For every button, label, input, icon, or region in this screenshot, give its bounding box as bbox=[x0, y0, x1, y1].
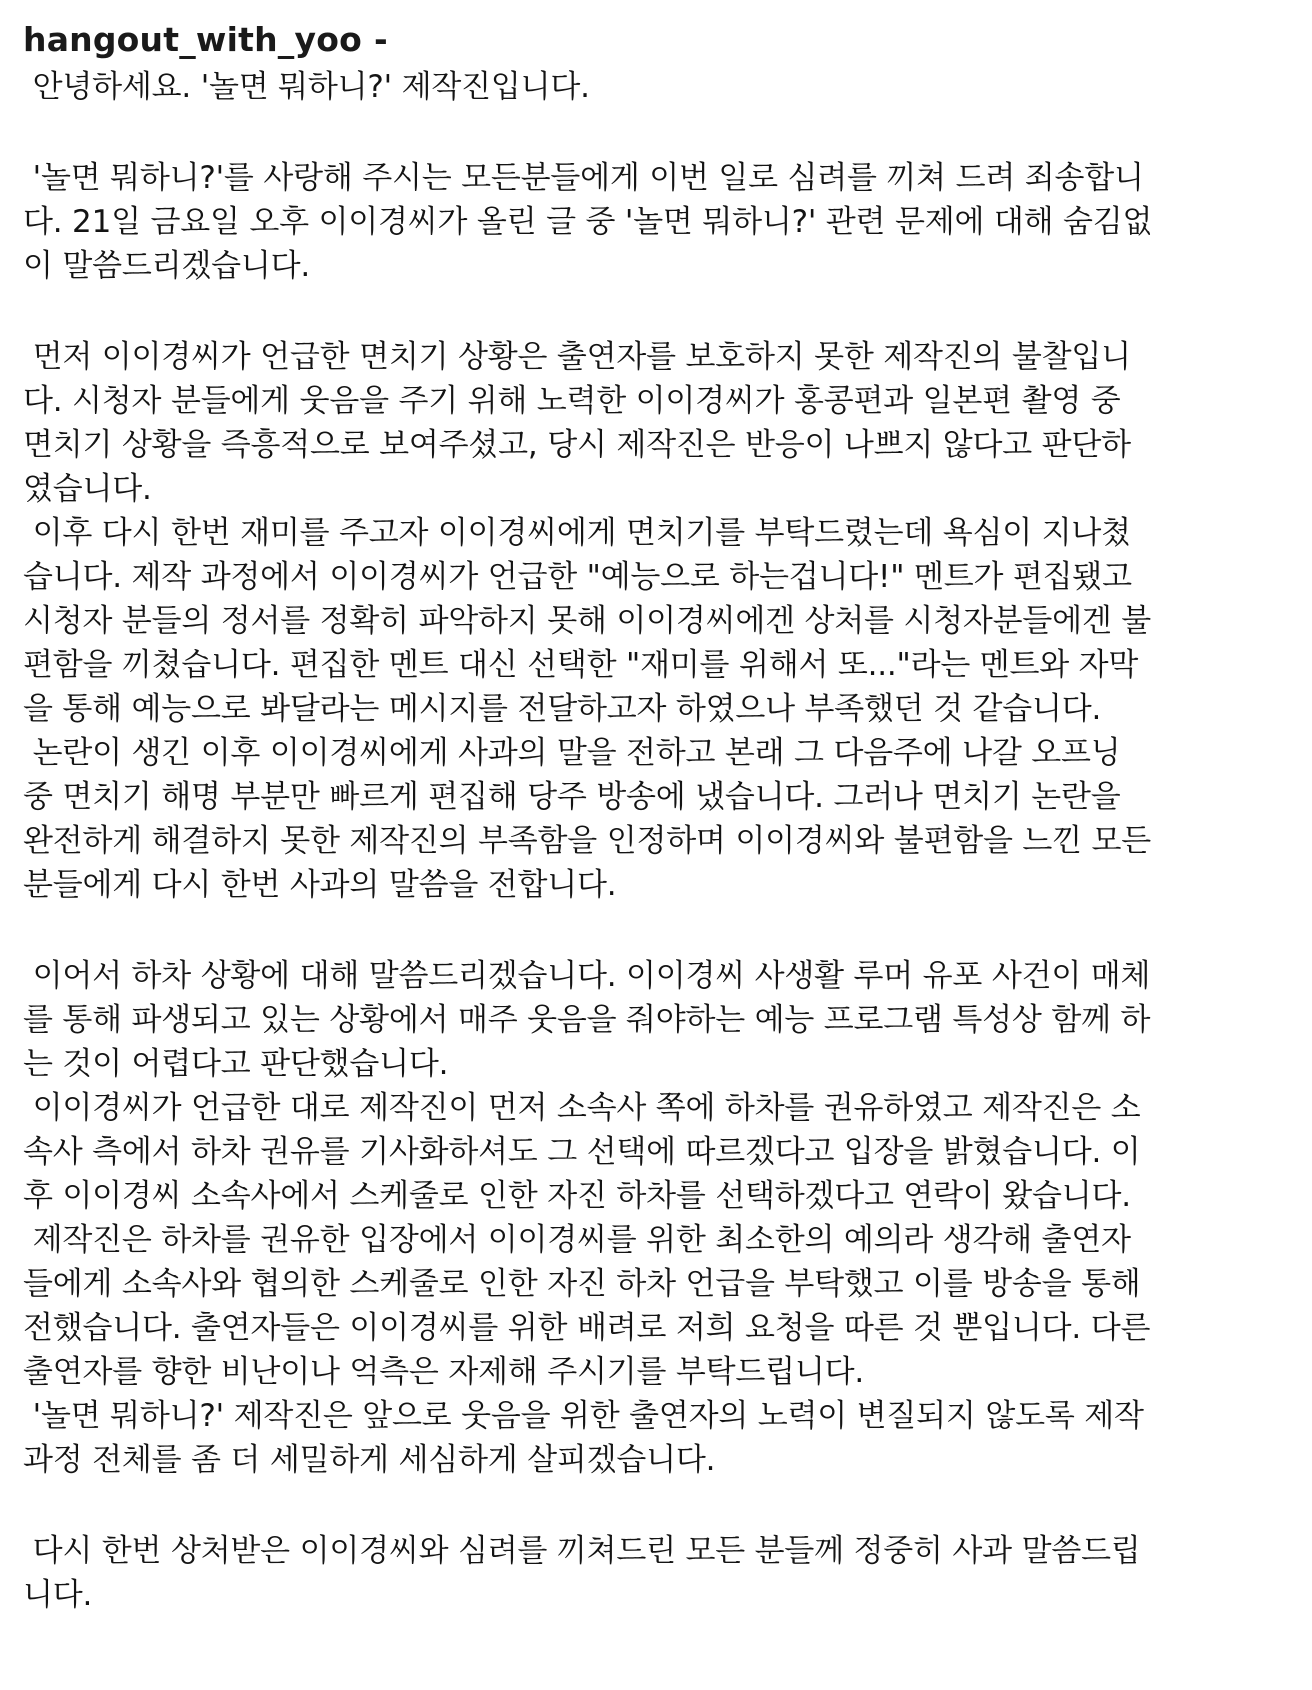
caption-line: 전했습니다. 출연자들은 이이경씨를 위한 배려로 저희 요청을 따른 것 뿐입니다. 다른 bbox=[23, 1310, 1151, 1346]
caption-line: '놀면 뭐하니?'를 사랑해 주시는 모든분들에게 이번 일로 심려를 끼쳐 드려 죄송합니 bbox=[23, 160, 1144, 196]
caption-line: 이후 다시 한번 재미를 주고자 이이경씨에게 면치기를 부탁드렸는데 욕심이 지나쳤 bbox=[23, 515, 1131, 551]
username-separator: - bbox=[373, 19, 388, 59]
caption-line: 다시 한번 상처받은 이이경씨와 심려를 끼쳐드린 모든 분들께 정중히 사과 말씀드립 bbox=[23, 1533, 1141, 1569]
caption-line: 를 통해 파생되고 있는 상황에서 매주 웃음을 줘야하는 예능 프로그램 특성상 함께 하 bbox=[23, 1002, 1151, 1038]
caption-line: 다. 시청자 분들에게 웃음을 주기 위해 노력한 이이경씨가 홍콩편과 일본편 촬영 중 bbox=[23, 383, 1121, 419]
caption-line: 이이경씨가 언급한 대로 제작진이 먼저 소속사 쪽에 하차를 권유하였고 제작진은 소 bbox=[23, 1090, 1141, 1126]
caption-line: 중 면치기 해명 부분만 빠르게 편집해 당주 방송에 냈습니다. 그러나 면치기 논란을 bbox=[23, 779, 1121, 815]
caption-line: 이어서 하차 상황에 대해 말씀드리겠습니다. 이이경씨 사생활 루머 유포 사건이 매체 bbox=[23, 958, 1151, 994]
caption-line: 완전하게 해결하지 못한 제작진의 부족함을 인정하며 이이경씨와 불편함을 느낀 모든 bbox=[23, 823, 1151, 859]
caption-line: 출연자를 향한 비난이나 억측은 자제해 주시기를 부탁드립니다. bbox=[23, 1354, 864, 1390]
username-link[interactable]: hangout_with_yoo bbox=[23, 19, 362, 59]
caption-line: 는 것이 어렵다고 판단했습니다. bbox=[23, 1046, 449, 1082]
caption-line: 들에게 소속사와 협의한 스케줄로 인한 자진 하차 언급을 부탁했고 이를 방송을 통해 bbox=[23, 1266, 1141, 1302]
caption-line: 시청자 분들의 정서를 정확히 파악하지 못해 이이경씨에겐 상처를 시청자분들에겐 불 bbox=[23, 603, 1151, 639]
caption-line: 이 말씀드리겠습니다. bbox=[23, 248, 311, 284]
post-header bbox=[23, 14, 388, 64]
caption-line: '놀면 뭐하니?' 제작진은 앞으로 웃음을 위한 출연자의 노력이 변질되지 않도록 제작 bbox=[23, 1398, 1144, 1434]
caption-line: 안녕하세요. '놀면 뭐하니?' 제작진입니다. bbox=[23, 69, 590, 105]
caption-line: 속사 측에서 하차 권유를 기사화하셔도 그 선택에 따르겠다고 입장을 밝혔습니다. 이 bbox=[23, 1134, 1141, 1170]
caption-line: 을 통해 예능으로 봐달라는 메시지를 전달하고자 하였으나 부족했던 것 같습니다. bbox=[23, 691, 1102, 727]
caption-line: 먼저 이이경씨가 언급한 면치기 상황은 출연자를 보호하지 못한 제작진의 불찰입니 bbox=[23, 339, 1131, 375]
caption-line: 분들에게 다시 한번 사과의 말씀을 전합니다. bbox=[23, 867, 617, 903]
caption-line: 후 이이경씨 소속사에서 스케줄로 인한 자진 하차를 선택하겠다고 연락이 왔습니다. bbox=[23, 1178, 1131, 1214]
caption-line: 였습니다. bbox=[23, 471, 152, 507]
caption-line: 제작진은 하차를 권유한 입장에서 이이경씨를 위한 최소한의 예의라 생각해 출연자 bbox=[23, 1222, 1131, 1258]
caption-line: 논란이 생긴 이후 이이경씨에게 사과의 말을 전하고 본래 그 다음주에 나갈 오프닝 bbox=[23, 735, 1121, 771]
caption-line: 다. 21일 금요일 오후 이이경씨가 올린 글 중 '놀면 뭐하니?' 관련 문제에 대해 숨김없 bbox=[23, 204, 1153, 240]
caption-line: 면치기 상황을 즉흥적으로 보여주셨고, 당시 제작진은 반응이 나쁘지 않다고 판단하 bbox=[23, 427, 1131, 463]
caption-line: 과정 전체를 좀 더 세밀하게 세심하게 살피겠습니다. bbox=[23, 1442, 716, 1478]
caption-line: 편함을 끼쳤습니다. 편집한 멘트 대신 선택한 "재미를 위해서 또..."라는 멘트와 자막 bbox=[23, 647, 1139, 683]
caption-line: 습니다. 제작 과정에서 이이경씨가 언급한 "예능으로 하는겁니다!" 멘트가 편집됐고 bbox=[23, 559, 1132, 595]
caption-line: 니다. bbox=[23, 1577, 93, 1613]
